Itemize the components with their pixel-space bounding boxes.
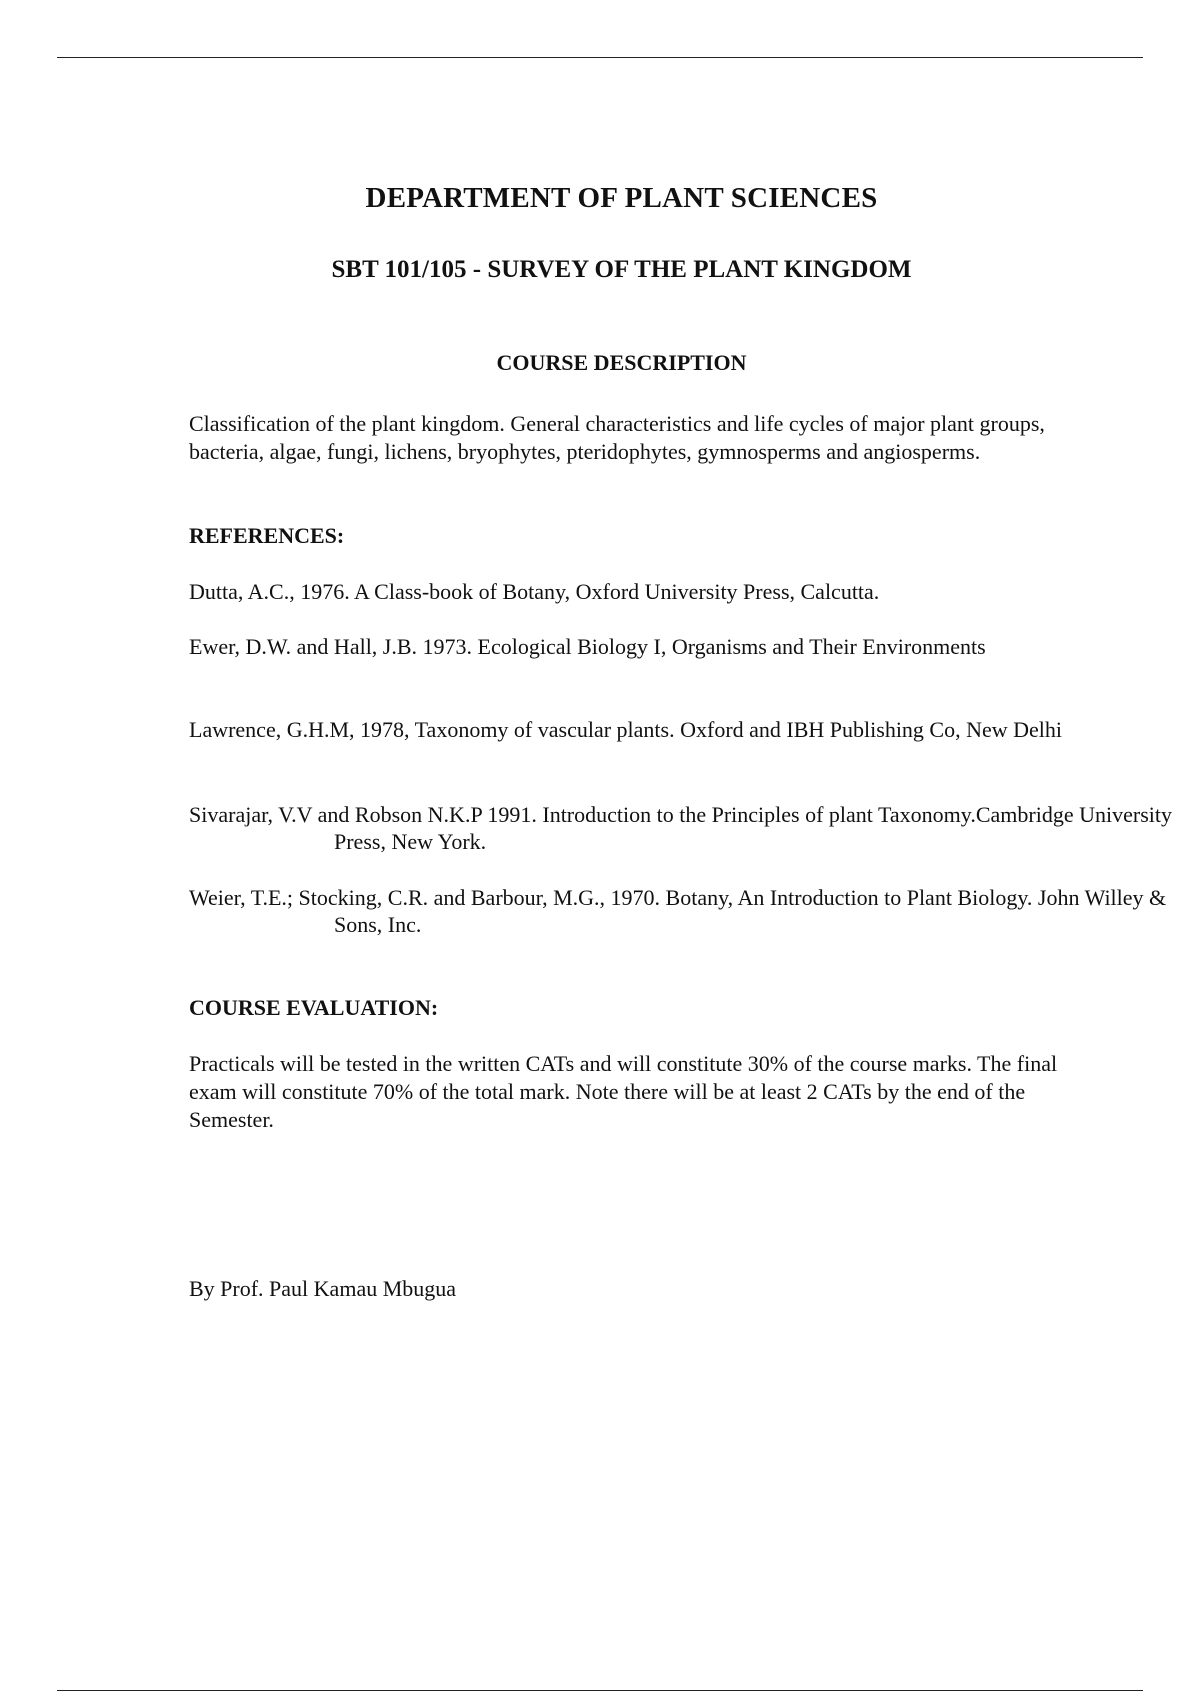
course-description-heading: COURSE DESCRIPTION — [496, 350, 747, 375]
reference-item: Lawrence, G.H.M, 1978, Taxonomy of vascular plants. Oxford and IBH Publishing Co, New Delhi — [189, 717, 1063, 742]
reference-item: Weier, T.E.; Stocking, C.R. and Barbour, M.G., 1970. Botany, An Introduction to Plant Biology. John Willey & Sons, Inc. — [189, 885, 1167, 937]
course-evaluation-text: Practicals will be tested in the written CATs and will constitute 30% of the course marks. The final exam will constitute 70% of the total mark. Note there will be at least 2 CATs by the end of the Semester. — [189, 1051, 1058, 1132]
bottom-rule — [57, 1690, 1143, 1691]
references-heading: REFERENCES: — [189, 523, 345, 548]
course-description-text: Classification of the plant kingdom. General characteristics and life cycles of major plant groups, bacteria, algae, fungi, lichens, bryophytes, pteridophytes, gymnosperms and angiosperms. — [189, 411, 1045, 464]
department-title: DEPARTMENT OF PLANT SCIENCES — [365, 182, 878, 214]
reference-item: Dutta, A.C., 1976. A Class-book of Botany, Oxford University Press, Calcutta. — [189, 579, 880, 604]
top-rule — [57, 57, 1143, 58]
reference-item: Ewer, D.W. and Hall, J.B. 1973. Ecological Biology I, Organisms and Their Environments — [189, 634, 986, 659]
author-line: By Prof. Paul Kamau Mbugua — [189, 1276, 457, 1301]
reference-item: Sivarajar, V.V and Robson N.K.P 1991. Introduction to the Principles of plant Taxonomy.Cambridge University Press, New York. — [189, 802, 1172, 854]
course-title: SBT 101/105 - SURVEY OF THE PLANT KINGDOM — [331, 256, 912, 283]
course-evaluation-heading: COURSE EVALUATION: — [189, 995, 439, 1020]
